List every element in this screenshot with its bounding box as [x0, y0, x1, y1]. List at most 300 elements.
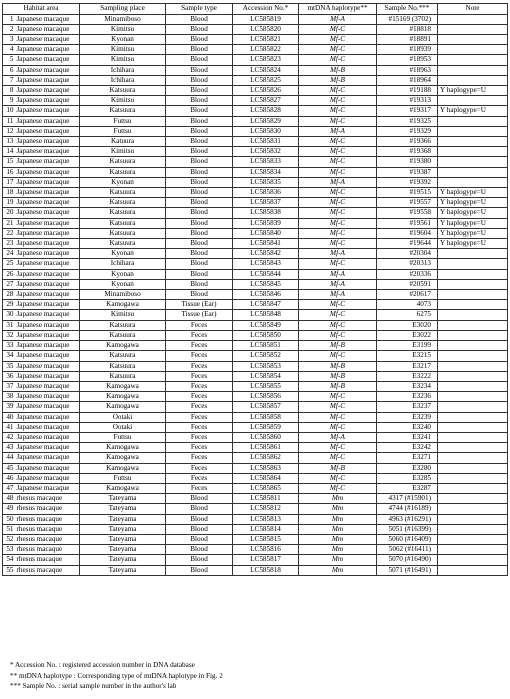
- habitat-area-cell: Japanese macaque: [16, 167, 80, 177]
- sample-table-container: [2, 3, 507, 576]
- sampling-place-cell: Katsuura: [80, 198, 166, 208]
- table-row: [3, 494, 508, 504]
- row-number: 7: [3, 75, 16, 85]
- row-number: 33: [3, 341, 16, 351]
- note-cell: [438, 555, 508, 565]
- note-cell: [438, 290, 508, 300]
- row-number: 25: [3, 259, 16, 269]
- sampling-place-cell: Kimitsu: [80, 45, 166, 55]
- sampling-place-cell: Katsuura: [80, 361, 166, 371]
- table-row: [3, 422, 508, 432]
- table-row: [3, 208, 508, 218]
- accession-no-cell: LC585826: [233, 86, 299, 96]
- mtdna-haplotype-cell: Mf-C: [299, 106, 377, 116]
- row-number: 6: [3, 65, 16, 75]
- sampling-place-cell: Kamogawa: [80, 443, 166, 453]
- sampling-place-cell: Katsuura: [80, 239, 166, 249]
- mtdna-haplotype-cell: Mf-C: [299, 259, 377, 269]
- accession-no-cell: LC585865: [233, 483, 299, 493]
- habitat-area-cell: Japanese macaque: [16, 300, 80, 310]
- note-cell: [438, 545, 508, 555]
- sample-no-cell: #19604: [377, 228, 438, 238]
- row-number: 43: [3, 443, 16, 453]
- mtdna-haplotype-cell: Mf-C: [299, 412, 377, 422]
- note-cell: [438, 300, 508, 310]
- mtdna-haplotype-cell: Mf-C: [299, 86, 377, 96]
- sample-no-cell: #18964: [377, 75, 438, 85]
- mtdna-haplotype-cell: Mf-C: [299, 239, 377, 249]
- habitat-area-cell: Japanese macaque: [16, 249, 80, 259]
- sample-type-cell: Blood: [166, 514, 233, 524]
- table-row: [3, 565, 508, 575]
- sample-no-cell: 5071 (#16491): [377, 565, 438, 575]
- sample-type-cell: Feces: [166, 453, 233, 463]
- sampling-place-cell: Tateyama: [80, 494, 166, 504]
- sample-type-cell: Blood: [166, 534, 233, 544]
- sampling-place-cell: Katsuura: [80, 320, 166, 330]
- header-habitat-area: Habitat area: [3, 4, 80, 15]
- row-number: 3: [3, 35, 16, 45]
- note-cell: [438, 14, 508, 24]
- accession-no-cell: LC585847: [233, 300, 299, 310]
- mtdna-haplotype-cell: Mf-B: [299, 371, 377, 381]
- row-number: 53: [3, 545, 16, 555]
- sample-type-cell: Blood: [166, 504, 233, 514]
- row-number: 48: [3, 494, 16, 504]
- table-row: [3, 402, 508, 412]
- sample-no-cell: #20304: [377, 249, 438, 259]
- sampling-place-cell: Tateyama: [80, 524, 166, 534]
- sample-no-cell: E3237: [377, 402, 438, 412]
- sampling-place-cell: Ichihara: [80, 259, 166, 269]
- mtdna-haplotype-cell: Mf-C: [299, 55, 377, 65]
- row-number: 44: [3, 453, 16, 463]
- sample-type-cell: Blood: [166, 524, 233, 534]
- sample-no-cell: #19558: [377, 208, 438, 218]
- accession-no-cell: LC585864: [233, 473, 299, 483]
- sample-no-cell: #19188: [377, 86, 438, 96]
- sample-type-cell: Feces: [166, 402, 233, 412]
- note-cell: [438, 443, 508, 453]
- sample-no-cell: E3217: [377, 361, 438, 371]
- sample-no-cell: E3199: [377, 341, 438, 351]
- accession-no-cell: LC585824: [233, 65, 299, 75]
- table-row: [3, 157, 508, 167]
- sample-type-cell: Feces: [166, 483, 233, 493]
- table-row: [3, 218, 508, 228]
- row-number: 26: [3, 269, 16, 279]
- accession-no-cell: LC585814: [233, 524, 299, 534]
- table-row: [3, 341, 508, 351]
- habitat-area-cell: Japanese macaque: [16, 320, 80, 330]
- habitat-area-cell: Japanese macaque: [16, 279, 80, 289]
- note-cell: [438, 96, 508, 106]
- table-row: [3, 177, 508, 187]
- sample-no-cell: #20591: [377, 279, 438, 289]
- sampling-place-cell: Tateyama: [80, 555, 166, 565]
- accession-no-cell: LC585813: [233, 514, 299, 524]
- accession-no-cell: LC585845: [233, 279, 299, 289]
- row-number: 14: [3, 147, 16, 157]
- habitat-area-cell: Japanese macaque: [16, 351, 80, 361]
- mtdna-haplotype-cell: Mm: [299, 534, 377, 544]
- sample-type-cell: Blood: [166, 494, 233, 504]
- table-row: [3, 55, 508, 65]
- row-number: 39: [3, 402, 16, 412]
- mtdna-haplotype-cell: Mf-A: [299, 290, 377, 300]
- sample-type-cell: Blood: [166, 96, 233, 106]
- table-row: [3, 310, 508, 320]
- mtdna-haplotype-cell: Mf-A: [299, 432, 377, 442]
- sampling-place-cell: Kamogawa: [80, 381, 166, 391]
- row-number: 41: [3, 422, 16, 432]
- sample-type-cell: Blood: [166, 55, 233, 65]
- habitat-area-cell: Japanese macaque: [16, 310, 80, 320]
- row-number: 23: [3, 239, 16, 249]
- sample-table: [2, 3, 508, 576]
- habitat-area-cell: rhesus macaque: [16, 565, 80, 575]
- table-row: [3, 300, 508, 310]
- habitat-area-cell: rhesus macaque: [16, 514, 80, 524]
- accession-no-cell: LC585821: [233, 35, 299, 45]
- mtdna-haplotype-cell: Mf-B: [299, 463, 377, 473]
- note-cell: [438, 45, 508, 55]
- sample-type-cell: Blood: [166, 35, 233, 45]
- sample-no-cell: #19380: [377, 157, 438, 167]
- row-number: 1: [3, 14, 16, 24]
- row-number: 35: [3, 361, 16, 371]
- mtdna-haplotype-cell: Mf-C: [299, 351, 377, 361]
- mtdna-haplotype-cell: Mf-C: [299, 320, 377, 330]
- sample-no-cell: E3022: [377, 330, 438, 340]
- sample-no-cell: 4744 (#16189): [377, 504, 438, 514]
- habitat-area-cell: Japanese macaque: [16, 239, 80, 249]
- sample-type-cell: Tissue (Ear): [166, 300, 233, 310]
- sample-no-cell: E3271: [377, 453, 438, 463]
- table-row: [3, 24, 508, 34]
- sample-no-cell: E3222: [377, 371, 438, 381]
- accession-no-cell: LC585851: [233, 341, 299, 351]
- sample-no-cell: 6275: [377, 310, 438, 320]
- note-cell: [438, 137, 508, 147]
- habitat-area-cell: Japanese macaque: [16, 14, 80, 24]
- sampling-place-cell: Katsuura: [80, 351, 166, 361]
- note-cell: Y haplogype=U: [438, 188, 508, 198]
- note-cell: [438, 35, 508, 45]
- sampling-place-cell: Kyonan: [80, 269, 166, 279]
- habitat-area-cell: Japanese macaque: [16, 228, 80, 238]
- accession-no-cell: LC585823: [233, 55, 299, 65]
- accession-no-cell: LC585819: [233, 14, 299, 24]
- row-number: 20: [3, 208, 16, 218]
- sample-type-cell: Blood: [166, 24, 233, 34]
- sample-no-cell: #19557: [377, 198, 438, 208]
- table-row: [3, 371, 508, 381]
- sampling-place-cell: Katsuura: [80, 330, 166, 340]
- accession-no-cell: LC585839: [233, 218, 299, 228]
- sample-type-cell: Feces: [166, 330, 233, 340]
- table-row: [3, 392, 508, 402]
- table-row: [3, 514, 508, 524]
- sample-type-cell: Blood: [166, 157, 233, 167]
- habitat-area-cell: Japanese macaque: [16, 361, 80, 371]
- accession-no-cell: LC585828: [233, 106, 299, 116]
- mtdna-haplotype-cell: Mf-B: [299, 75, 377, 85]
- note-cell: [438, 279, 508, 289]
- row-number: 19: [3, 198, 16, 208]
- accession-no-cell: LC585863: [233, 463, 299, 473]
- row-number: 16: [3, 167, 16, 177]
- note-cell: [438, 24, 508, 34]
- sample-no-cell: 5051 (#16399): [377, 524, 438, 534]
- sampling-place-cell: Katuura: [80, 137, 166, 147]
- sampling-place-cell: Katsuura: [80, 208, 166, 218]
- sample-type-cell: Blood: [166, 167, 233, 177]
- table-row: [3, 228, 508, 238]
- sample-no-cell: E3239: [377, 412, 438, 422]
- mtdna-haplotype-cell: Mf-C: [299, 330, 377, 340]
- sample-no-cell: E3234: [377, 381, 438, 391]
- habitat-area-cell: Japanese macaque: [16, 157, 80, 167]
- sampling-place-cell: Kimitsu: [80, 147, 166, 157]
- accession-no-cell: LC585836: [233, 188, 299, 198]
- accession-no-cell: LC585861: [233, 443, 299, 453]
- sample-no-cell: #19317: [377, 106, 438, 116]
- habitat-area-cell: Japanese macaque: [16, 392, 80, 402]
- sample-type-cell: Feces: [166, 463, 233, 473]
- habitat-area-cell: Japanese macaque: [16, 35, 80, 45]
- mtdna-haplotype-cell: Mf-C: [299, 228, 377, 238]
- note-cell: [438, 259, 508, 269]
- sampling-place-cell: Kamogawa: [80, 341, 166, 351]
- row-number: 5: [3, 55, 16, 65]
- sample-type-cell: Feces: [166, 422, 233, 432]
- accession-no-cell: LC585860: [233, 432, 299, 442]
- habitat-area-cell: Japanese macaque: [16, 330, 80, 340]
- habitat-area-cell: rhesus macaque: [16, 534, 80, 544]
- sample-type-cell: Blood: [166, 177, 233, 187]
- accession-no-cell: LC585833: [233, 157, 299, 167]
- sampling-place-cell: Kyonan: [80, 279, 166, 289]
- table-row: [3, 320, 508, 330]
- accession-no-cell: LC585835: [233, 177, 299, 187]
- sample-type-cell: Blood: [166, 239, 233, 249]
- habitat-area-cell: Japanese macaque: [16, 116, 80, 126]
- accession-no-cell: LC585831: [233, 137, 299, 147]
- sample-type-cell: Feces: [166, 392, 233, 402]
- sampling-place-cell: Minamiboso: [80, 290, 166, 300]
- habitat-area-cell: Japanese macaque: [16, 483, 80, 493]
- note-cell: [438, 116, 508, 126]
- table-row: [3, 483, 508, 493]
- mtdna-haplotype-cell: Mf-B: [299, 65, 377, 75]
- sample-no-cell: #19366: [377, 137, 438, 147]
- row-number: 24: [3, 249, 16, 259]
- sample-no-cell: #20336: [377, 269, 438, 279]
- mtdna-haplotype-cell: Mf-A: [299, 279, 377, 289]
- table-row: [3, 279, 508, 289]
- sample-type-cell: Feces: [166, 381, 233, 391]
- sample-type-cell: Blood: [166, 75, 233, 85]
- row-number: 13: [3, 137, 16, 147]
- mtdna-haplotype-cell: Mf-C: [299, 422, 377, 432]
- accession-no-cell: LC585827: [233, 96, 299, 106]
- sample-no-cell: #19392: [377, 177, 438, 187]
- habitat-area-cell: Japanese macaque: [16, 473, 80, 483]
- habitat-area-cell: rhesus macaque: [16, 524, 80, 534]
- note-cell: Y haplogype=U: [438, 86, 508, 96]
- sample-type-cell: Feces: [166, 412, 233, 422]
- sampling-place-cell: Kamogawa: [80, 483, 166, 493]
- row-number: 51: [3, 524, 16, 534]
- sampling-place-cell: Kyonan: [80, 177, 166, 187]
- note-cell: [438, 514, 508, 524]
- sample-no-cell: #18953: [377, 55, 438, 65]
- row-number: 45: [3, 463, 16, 473]
- sampling-place-cell: Tateyama: [80, 504, 166, 514]
- accession-no-cell: LC585825: [233, 75, 299, 85]
- mtdna-haplotype-cell: Mm: [299, 545, 377, 555]
- habitat-area-cell: Japanese macaque: [16, 55, 80, 65]
- sample-type-cell: Blood: [166, 116, 233, 126]
- sampling-place-cell: Katsuura: [80, 371, 166, 381]
- sampling-place-cell: Ootaki: [80, 412, 166, 422]
- mtdna-haplotype-cell: Mm: [299, 494, 377, 504]
- row-number: 11: [3, 116, 16, 126]
- table-row: [3, 463, 508, 473]
- accession-no-cell: LC585849: [233, 320, 299, 330]
- table-row: [3, 381, 508, 391]
- sample-no-cell: #20313: [377, 259, 438, 269]
- sample-type-cell: Blood: [166, 555, 233, 565]
- accession-no-cell: LC585846: [233, 290, 299, 300]
- sampling-place-cell: Katsuura: [80, 106, 166, 116]
- mtdna-haplotype-cell: Mm: [299, 555, 377, 565]
- sample-type-cell: Blood: [166, 565, 233, 575]
- sample-type-cell: Blood: [166, 545, 233, 555]
- accession-no-cell: LC585842: [233, 249, 299, 259]
- accession-no-cell: LC585841: [233, 239, 299, 249]
- habitat-area-cell: Japanese macaque: [16, 126, 80, 136]
- mtdna-haplotype-cell: Mf-C: [299, 443, 377, 453]
- sampling-place-cell: Kamogawa: [80, 392, 166, 402]
- sample-no-cell: #19387: [377, 167, 438, 177]
- note-cell: [438, 147, 508, 157]
- mtdna-haplotype-cell: Mf-C: [299, 24, 377, 34]
- sample-type-cell: Blood: [166, 228, 233, 238]
- table-row: [3, 75, 508, 85]
- table-row: [3, 137, 508, 147]
- table-row: [3, 116, 508, 126]
- accession-no-cell: LC585855: [233, 381, 299, 391]
- footnote-accession: * Accession No. : registered accession number in DNA database: [10, 661, 195, 669]
- accession-no-cell: LC585859: [233, 422, 299, 432]
- sampling-place-cell: Kamogawa: [80, 463, 166, 473]
- mtdna-haplotype-cell: Mf-C: [299, 218, 377, 228]
- note-cell: [438, 351, 508, 361]
- row-number: 42: [3, 432, 16, 442]
- mtdna-haplotype-cell: Mf-C: [299, 116, 377, 126]
- sampling-place-cell: Kamogawa: [80, 300, 166, 310]
- table-row: [3, 443, 508, 453]
- accession-no-cell: LC585834: [233, 167, 299, 177]
- accession-no-cell: LC585840: [233, 228, 299, 238]
- table-row: [3, 361, 508, 371]
- row-number: 40: [3, 412, 16, 422]
- table-row: [3, 473, 508, 483]
- sample-no-cell: E3215: [377, 351, 438, 361]
- accession-no-cell: LC585848: [233, 310, 299, 320]
- row-number: 49: [3, 504, 16, 514]
- note-cell: [438, 361, 508, 371]
- mtdna-haplotype-cell: Mf-B: [299, 381, 377, 391]
- note-cell: [438, 177, 508, 187]
- table-row: [3, 198, 508, 208]
- sampling-place-cell: Tateyama: [80, 514, 166, 524]
- habitat-area-cell: Japanese macaque: [16, 106, 80, 116]
- habitat-area-cell: Japanese macaque: [16, 65, 80, 75]
- mtdna-haplotype-cell: Mf-C: [299, 300, 377, 310]
- sampling-place-cell: Futtsu: [80, 432, 166, 442]
- sample-no-cell: E3020: [377, 320, 438, 330]
- accession-no-cell: LC585856: [233, 392, 299, 402]
- header-mtdna-haplotype: mtDNA haplotype**: [299, 4, 377, 15]
- sample-type-cell: Blood: [166, 106, 233, 116]
- note-cell: [438, 483, 508, 493]
- sample-type-cell: Blood: [166, 290, 233, 300]
- habitat-area-cell: Japanese macaque: [16, 402, 80, 412]
- table-row: [3, 351, 508, 361]
- accession-no-cell: LC585850: [233, 330, 299, 340]
- row-number: 27: [3, 279, 16, 289]
- table-row: [3, 126, 508, 136]
- accession-no-cell: LC585812: [233, 504, 299, 514]
- note-cell: [438, 402, 508, 412]
- note-cell: [438, 565, 508, 575]
- accession-no-cell: LC585853: [233, 361, 299, 371]
- mtdna-haplotype-cell: Mf-A: [299, 177, 377, 187]
- sample-no-cell: #15169 (3702): [377, 14, 438, 24]
- accession-no-cell: LC585857: [233, 402, 299, 412]
- note-cell: [438, 55, 508, 65]
- note-cell: Y haplogype=U: [438, 228, 508, 238]
- sample-type-cell: Blood: [166, 65, 233, 75]
- sample-no-cell: 5060 (#16409): [377, 534, 438, 544]
- sample-type-cell: Feces: [166, 432, 233, 442]
- sample-no-cell: 4073: [377, 300, 438, 310]
- sample-type-cell: Blood: [166, 126, 233, 136]
- row-number: 4: [3, 45, 16, 55]
- mtdna-haplotype-cell: Mf-C: [299, 45, 377, 55]
- accession-no-cell: LC585844: [233, 269, 299, 279]
- mtdna-haplotype-cell: Mf-C: [299, 137, 377, 147]
- mtdna-haplotype-cell: Mf-B: [299, 341, 377, 351]
- sampling-place-cell: Kamogawa: [80, 402, 166, 412]
- sampling-place-cell: Ootaki: [80, 422, 166, 432]
- sample-no-cell: 4963 (#16291): [377, 514, 438, 524]
- sample-no-cell: E3242: [377, 443, 438, 453]
- habitat-area-cell: Japanese macaque: [16, 371, 80, 381]
- habitat-area-cell: Japanese macaque: [16, 24, 80, 34]
- habitat-area-cell: Japanese macaque: [16, 422, 80, 432]
- habitat-area-cell: Japanese macaque: [16, 137, 80, 147]
- sample-type-cell: Blood: [166, 86, 233, 96]
- habitat-area-cell: Japanese macaque: [16, 269, 80, 279]
- habitat-area-cell: Japanese macaque: [16, 208, 80, 218]
- mtdna-haplotype-cell: Mm: [299, 514, 377, 524]
- note-cell: [438, 504, 508, 514]
- note-cell: [438, 494, 508, 504]
